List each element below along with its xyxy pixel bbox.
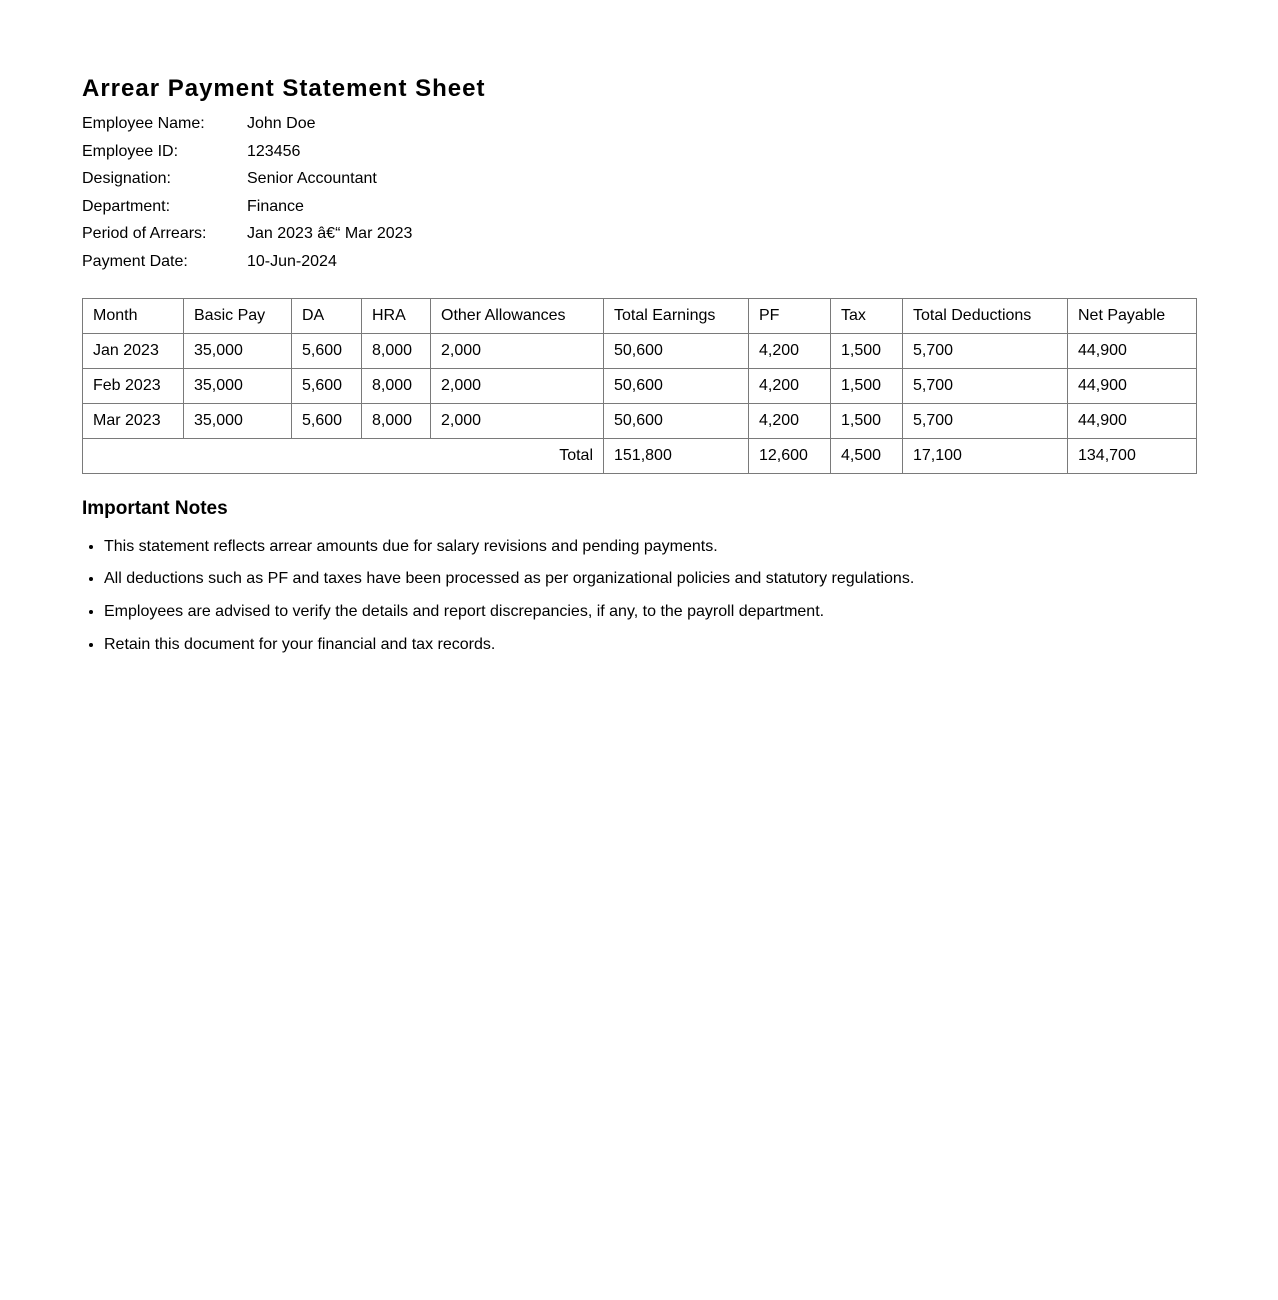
info-row-designation bbox=[82, 165, 1196, 193]
table-row bbox=[83, 403, 1197, 438]
column-header: Tax bbox=[831, 298, 903, 333]
table-cell: 35,000 bbox=[184, 333, 292, 368]
table-cell: 35,000 bbox=[184, 368, 292, 403]
table-cell: 4,200 bbox=[749, 368, 831, 403]
total-cell: 12,600 bbox=[749, 438, 831, 473]
column-header: Net Payable bbox=[1068, 298, 1197, 333]
info-label: Employee Name: bbox=[82, 115, 205, 132]
arrears-table bbox=[82, 298, 1197, 474]
table-cell: 8,000 bbox=[362, 333, 431, 368]
total-cell: 134,700 bbox=[1068, 438, 1197, 473]
column-header: Basic Pay bbox=[184, 298, 292, 333]
employee-info bbox=[82, 110, 1196, 276]
info-label: Designation: bbox=[82, 170, 171, 188]
table-cell: 5,700 bbox=[903, 333, 1068, 368]
table-cell: 2,000 bbox=[431, 368, 604, 403]
page-title: Arrear Payment Statement Sheet bbox=[82, 75, 486, 102]
table-cell: 35,000 bbox=[184, 403, 292, 438]
notes-heading: Important Notes bbox=[82, 497, 228, 519]
column-header: HRA bbox=[362, 298, 431, 333]
table-header-row bbox=[83, 298, 1197, 333]
table-row bbox=[83, 333, 1197, 368]
column-header: Other Allowances bbox=[431, 298, 604, 333]
info-value: Finance bbox=[247, 197, 304, 215]
table-cell: 4,200 bbox=[749, 333, 831, 368]
info-label: Payment Date: bbox=[82, 252, 188, 270]
info-row-department bbox=[82, 193, 1196, 221]
table-cell: 4,200 bbox=[749, 403, 831, 438]
total-cell: 17,100 bbox=[903, 438, 1068, 473]
table-cell: 5,600 bbox=[292, 368, 362, 403]
statement-page bbox=[82, 72, 1196, 667]
table-cell: 50,600 bbox=[604, 403, 749, 438]
list-item: • All deductions such as PF and taxes have been processed as per organizational policies and statutory regulations. bbox=[104, 569, 1196, 589]
table-cell: 1,500 bbox=[831, 403, 903, 438]
table-cell: Jan 2023 bbox=[83, 333, 184, 368]
list-item: • Retain this document for your financial and tax records. bbox=[104, 635, 1196, 655]
column-header: PF bbox=[749, 298, 831, 333]
table-cell: 2,000 bbox=[431, 403, 604, 438]
total-cell: 4,500 bbox=[831, 438, 903, 473]
info-row-period bbox=[82, 220, 1196, 248]
column-header: Total Earnings bbox=[604, 298, 749, 333]
table-cell: 5,700 bbox=[903, 368, 1068, 403]
info-label: Period of Arrears: bbox=[82, 225, 207, 243]
table-cell: 44,900 bbox=[1068, 333, 1197, 368]
total-cell: 151,800 bbox=[604, 438, 749, 473]
table-cell: 5,600 bbox=[292, 333, 362, 368]
info-row-employee-id bbox=[82, 138, 1196, 166]
column-header: DA bbox=[292, 298, 362, 333]
info-row-employee-name bbox=[82, 110, 1196, 138]
info-label: Department: bbox=[82, 197, 171, 215]
table-cell: 44,900 bbox=[1068, 368, 1197, 403]
table-cell: 50,600 bbox=[604, 333, 749, 368]
table-cell: 5,700 bbox=[903, 403, 1068, 438]
total-label: Total bbox=[83, 438, 604, 473]
info-label: Employee ID: bbox=[82, 142, 179, 160]
table-cell: 5,600 bbox=[292, 403, 362, 438]
info-row-payment-date bbox=[82, 248, 1196, 276]
table-cell: 1,500 bbox=[831, 333, 903, 368]
info-value: Jan 2023 â€“ Mar 2023 bbox=[247, 225, 413, 243]
table-cell: 1,500 bbox=[831, 368, 903, 403]
info-value: 123456 bbox=[247, 142, 301, 160]
table-total-row bbox=[83, 438, 1197, 473]
table-cell: 50,600 bbox=[604, 368, 749, 403]
table-cell: Mar 2023 bbox=[83, 403, 184, 438]
list-item: • This statement reflects arrear amounts due for salary revisions and pending payments. bbox=[104, 537, 1196, 557]
table-cell: Feb 2023 bbox=[83, 368, 184, 403]
column-header: Month bbox=[83, 298, 184, 333]
table-cell: 2,000 bbox=[431, 333, 604, 368]
notes-list bbox=[82, 537, 1196, 655]
list-item: • Employees are advised to verify the details and report discrepancies, if any, to the payroll department. bbox=[104, 602, 1196, 622]
table-cell: 8,000 bbox=[362, 403, 431, 438]
info-value: John Doe bbox=[247, 115, 316, 132]
table-cell: 8,000 bbox=[362, 368, 431, 403]
table-cell: 44,900 bbox=[1068, 403, 1197, 438]
info-value: Senior Accountant bbox=[247, 170, 377, 188]
table-row bbox=[83, 368, 1197, 403]
column-header: Total Deductions bbox=[903, 298, 1068, 333]
info-value: 10-Jun-2024 bbox=[247, 252, 337, 270]
